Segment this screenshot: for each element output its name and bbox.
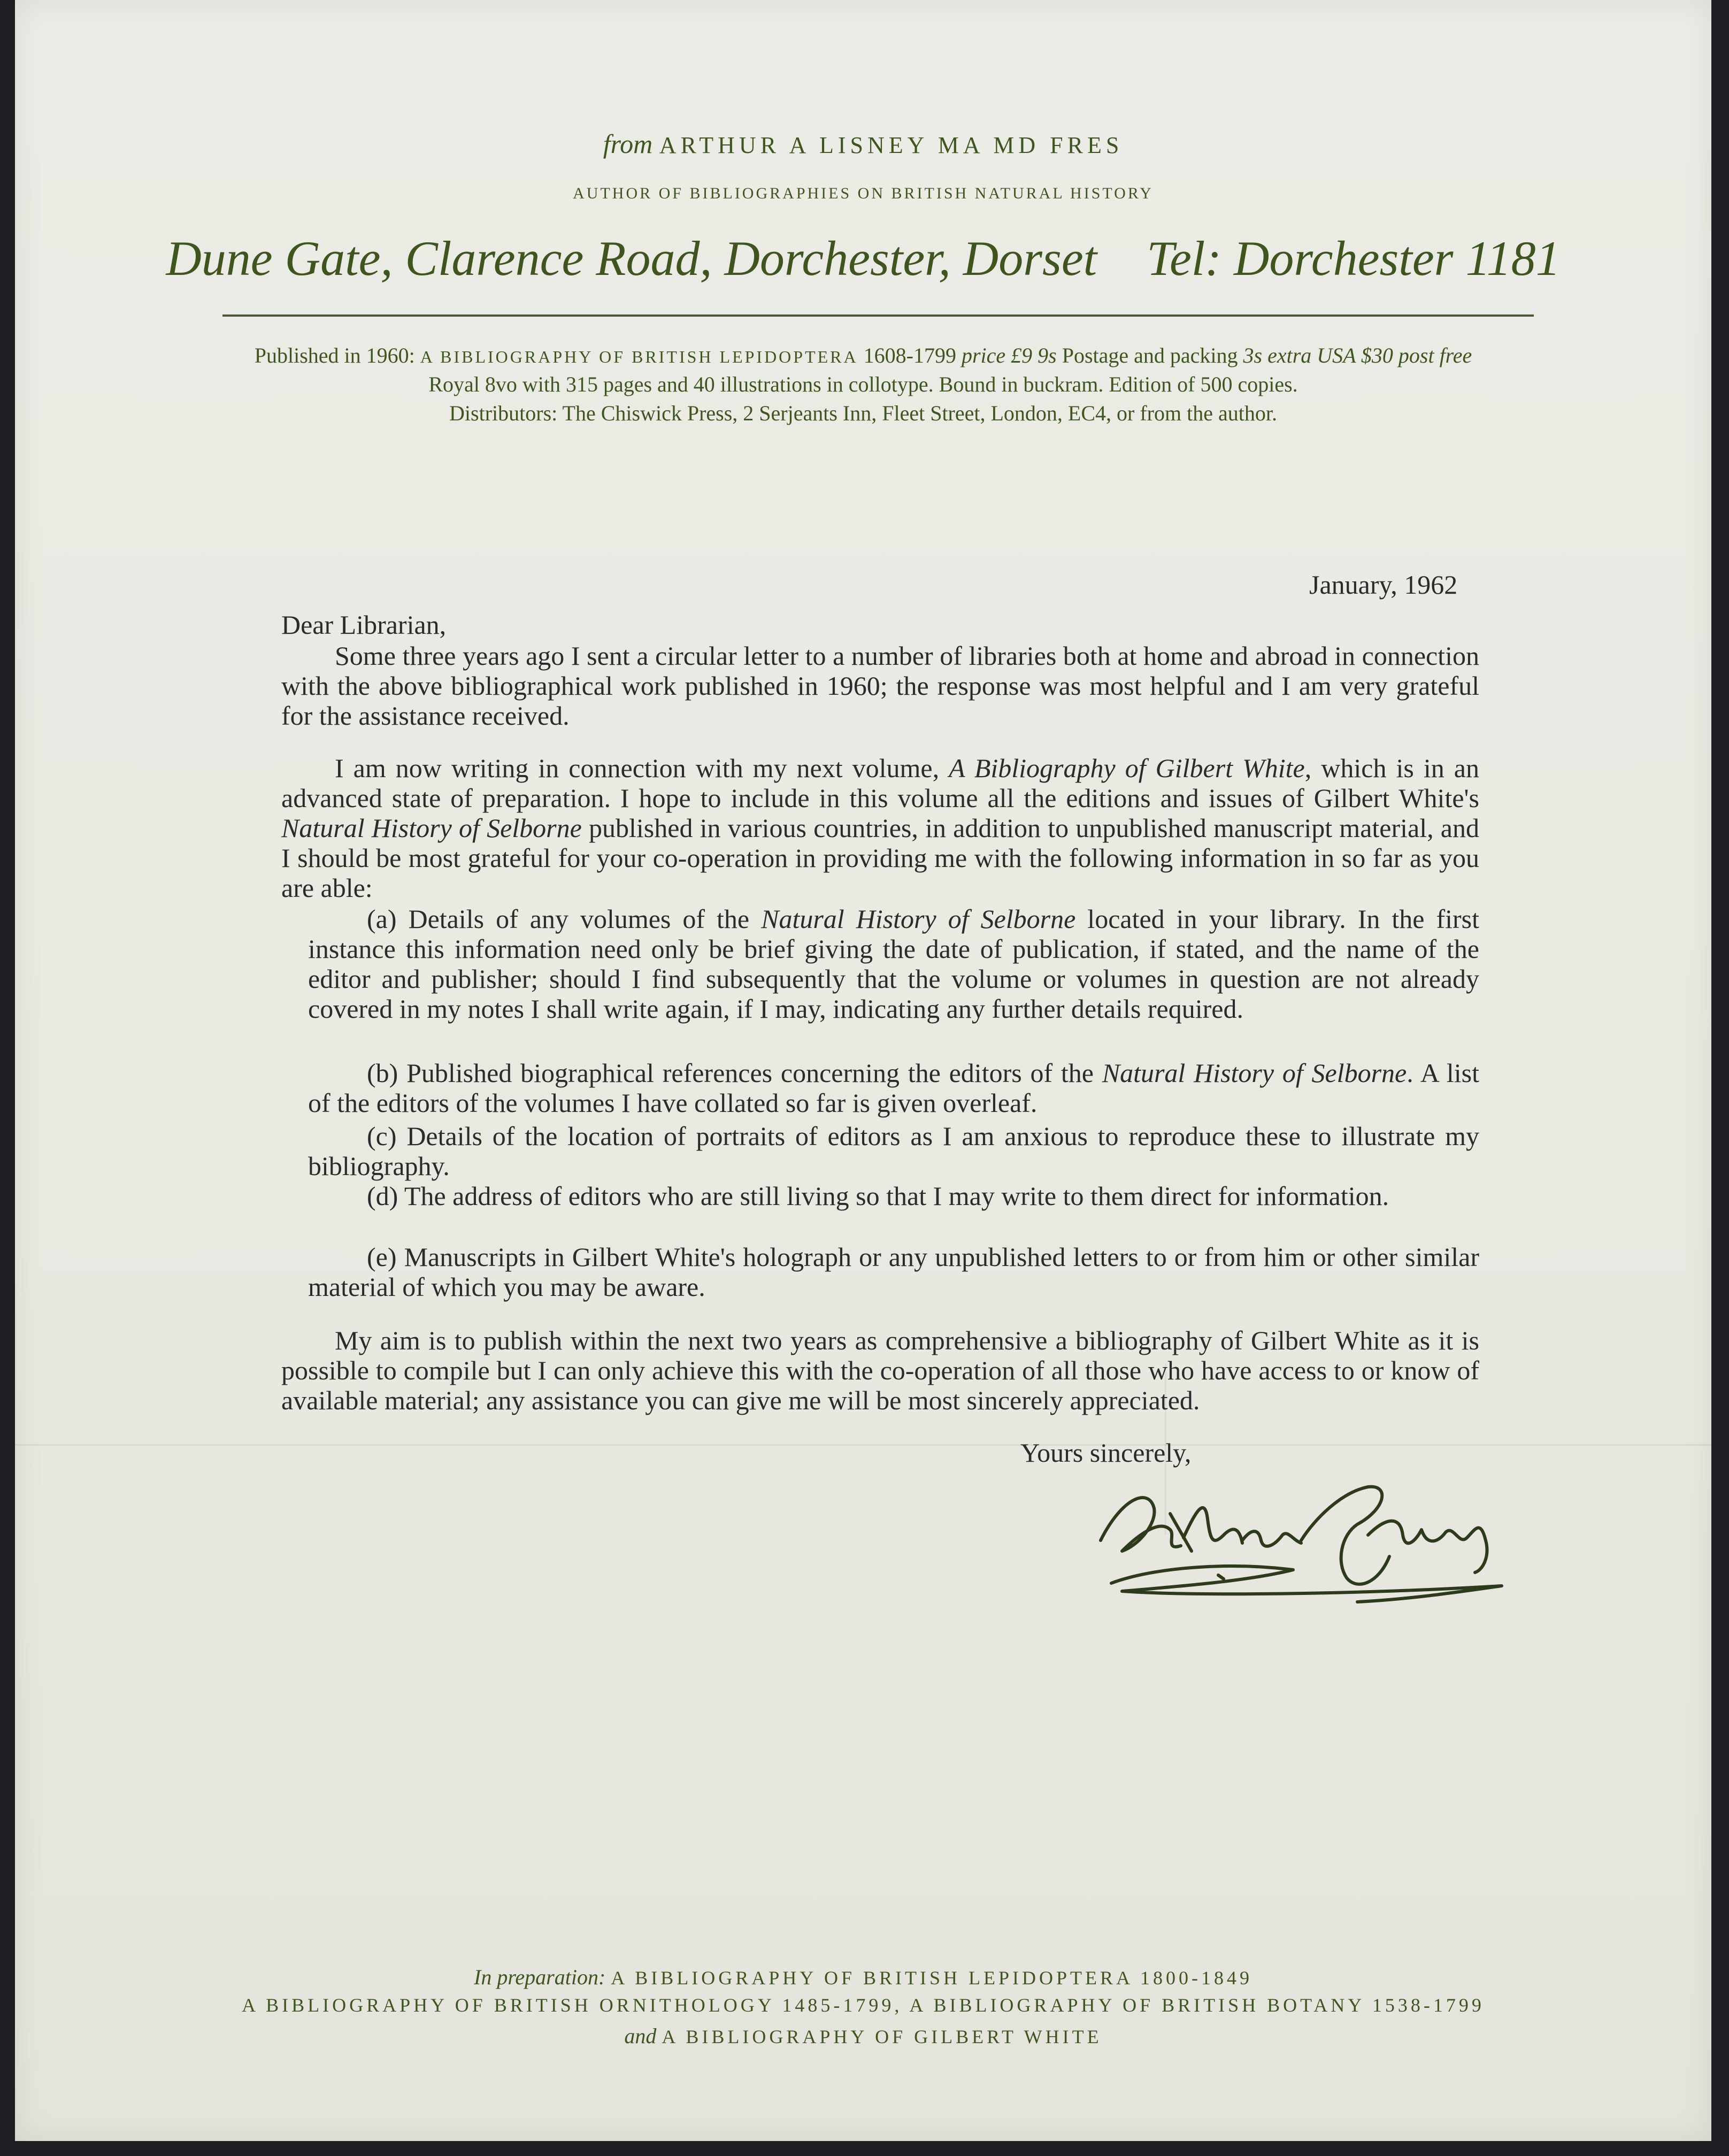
footer-prep-label: In preparation: xyxy=(474,1965,611,1989)
footer-line-1 xyxy=(15,1965,1711,1990)
item-b-text-2: . A list of the editors of the volumes I have collated so far is given overleaf. xyxy=(308,1058,1479,1118)
paragraph-1 xyxy=(281,641,1479,731)
item-c-text: (c) Details of the location of portraits of editors as I am anxious to reproduce these to illustrate my bibliography. xyxy=(308,1121,1479,1181)
letter-date: January, 1962 xyxy=(1309,570,1458,600)
item-b-text-1: (b) Published biographical references concerning the editors of the xyxy=(367,1058,1102,1088)
item-d xyxy=(308,1181,1479,1211)
author-credentials: AUTHOR OF BIBLIOGRAPHIES ON BRITISH NATURAL HISTORY xyxy=(573,185,1154,202)
fold-crease-horizontal xyxy=(15,1444,1711,1446)
pub-postage-extra: 3s extra USA $30 post free xyxy=(1243,343,1472,367)
item-a xyxy=(308,904,1479,1024)
item-b xyxy=(308,1058,1479,1118)
pub-postage: Postage and packing xyxy=(1056,343,1243,367)
item-a-title: Natural History of Selborne xyxy=(761,904,1076,934)
telephone-text: Tel: Dorchester 1181 xyxy=(1147,231,1561,286)
paragraph-2-text-c: published in various countries, in addition to unpublished manuscript material, and I should be most grateful for your co-operation in providing me with the following information in so far as you are able: xyxy=(281,813,1479,903)
letterhead-from-line xyxy=(15,128,1711,159)
publication-line-3: Distributors: The Chiswick Press, 2 Serjeants Inn, Fleet Street, London, EC4, or from the author. xyxy=(449,401,1277,425)
pub-price: price £9 9s xyxy=(961,343,1057,367)
letterhead-divider xyxy=(222,314,1534,317)
address-text: Dune Gate, Clarence Road, Dorchester, Dorset xyxy=(166,231,1097,286)
paragraph-3-text: My aim is to publish within the next two years as comprehensive a bibliography of Gilbert White as it is possible to compile but I can only achieve this with the co-operation of all those who have access to or know of available material; any assistance you can give me will be most sincerely appreciated. xyxy=(281,1325,1479,1415)
pub-published-in: Published in 1960: xyxy=(254,343,420,367)
signature-image xyxy=(1090,1476,1512,1615)
item-e-text: (e) Manuscripts in Gilbert White's holograph or any unpublished letters to or from him or other similar material of which you may be aware. xyxy=(308,1242,1479,1302)
item-e xyxy=(308,1242,1479,1302)
publication-line-2: Royal 8vo with 315 pages and 40 illustrations in collotype. Bound in buckram. Edition of 500 copies. xyxy=(428,372,1298,396)
footer-line-1-text: A BIBLIOGRAPHY OF BRITISH LEPIDOPTERA 1800-1849 xyxy=(611,1967,1252,1989)
footer-and-word: and xyxy=(624,2024,662,2048)
letter-page xyxy=(15,0,1711,2141)
closing: Yours sincerely, xyxy=(1020,1438,1192,1468)
item-d-text: (d) The address of editors who are still living so that I may write to them direct for information. xyxy=(367,1181,1389,1211)
book-title-selborne: Natural History of Selborne xyxy=(281,813,582,843)
from-word: from xyxy=(603,129,653,159)
item-a-text-2: located in your library. In the first instance this information need only be brief giving the date of publication, if stated, and the name of the editor and publisher; should I find subsequently that the volume or volumes in question are not already covered in my notes I shall write again, if I may, indicating any further details required. xyxy=(308,904,1479,1024)
footer-line-2: A BIBLIOGRAPHY OF BRITISH ORNITHOLOGY 1485-1799, A BIBLIOGRAPHY OF BRITISH BOTANY 1538-1799 xyxy=(242,1994,1485,2016)
paragraph-1-text: Some three years ago I sent a circular letter to a number of libraries both at home and abroad in connection with the above bibliographical work published in 1960; the response was most helpful and I am very grateful for the assistance received. xyxy=(281,641,1479,731)
item-a-text-1: (a) Details of any volumes of the xyxy=(367,904,762,934)
publication-line-1 xyxy=(15,341,1711,371)
paragraph-3 xyxy=(281,1325,1479,1415)
paragraph-2 xyxy=(281,753,1479,903)
pub-years: 1608-1799 xyxy=(858,343,962,367)
footer-line-3 xyxy=(15,2023,1711,2048)
letterhead-address xyxy=(15,230,1711,287)
item-b-title: Natural History of Selborne xyxy=(1102,1058,1407,1088)
pub-title: A BIBLIOGRAPHY OF BRITISH LEPIDOPTERA xyxy=(420,347,858,366)
footer-line-3-text: A BIBLIOGRAPHY OF GILBERT WHITE xyxy=(662,2026,1102,2047)
book-title-gilbert-white: A Bibliography of Gilbert White xyxy=(949,753,1305,783)
paragraph-2-text-a: I am now writing in connection with my next volume, xyxy=(335,753,949,783)
item-c xyxy=(308,1121,1479,1181)
salutation: Dear Librarian, xyxy=(281,610,447,640)
author-name: ARTHUR A LISNEY MA MD FRES xyxy=(659,132,1124,158)
paragraph-2-text-b: , which is in an advanced state of preparation. I hope to include in this volume all the editions and issues of Gilbert White's xyxy=(281,753,1479,813)
